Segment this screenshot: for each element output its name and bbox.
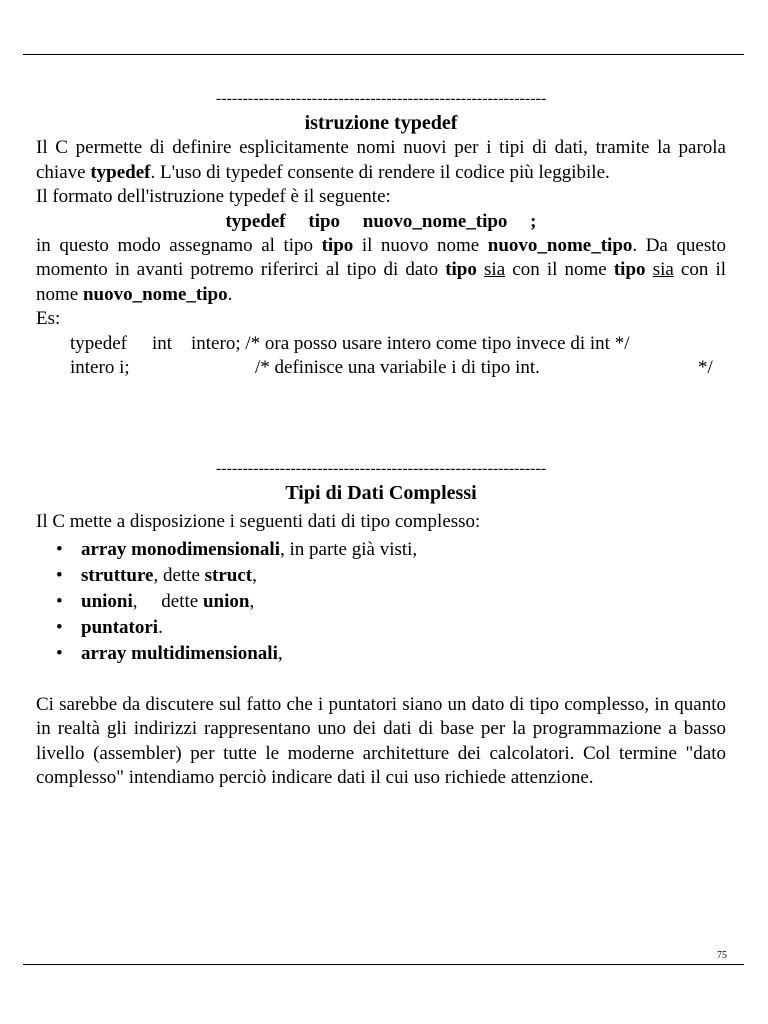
bullet-icon: • <box>56 590 63 612</box>
section-title: istruzione typedef <box>304 112 458 134</box>
example-label: Es: <box>36 308 61 329</box>
text-run: , dette <box>132 590 203 612</box>
bold-term: array monodimensionali <box>81 538 280 560</box>
text-run: , <box>277 642 283 664</box>
bold-term: struct <box>204 564 253 586</box>
bold-term: tipo <box>445 259 477 280</box>
typedef-format: typedef tipo nuovo_nome_tipo ; <box>225 210 537 232</box>
text-run: , dette <box>153 564 205 586</box>
text-run: Il C permette di definire esplicitamente nomi nuovi per i tipi di dati, tramite la parola chiave <box>36 137 726 183</box>
text-run: con il nome <box>505 259 614 280</box>
list-item <box>36 615 726 641</box>
section-title: Tipi di Dati Complessi <box>285 482 477 504</box>
code-example-line-2 <box>70 356 726 380</box>
text-run: . Da questo momento in avanti potremo riferirci al tipo di dato <box>36 234 726 280</box>
top-rule <box>23 54 744 55</box>
code-token: typedef <box>70 332 127 354</box>
text-run: . <box>158 616 163 638</box>
text-run: . L'uso di typedef consente di rendere il codice più leggibile. <box>150 161 610 183</box>
bold-term: strutture <box>81 564 154 586</box>
paragraph-complex-intro: Il C mette a disposizione i seguenti dati di tipo complesso: <box>36 511 481 532</box>
text-run: con il nome <box>36 259 727 305</box>
bold-term: union <box>202 590 250 612</box>
code-comment-end: */ <box>698 356 713 378</box>
code-token: int <box>152 332 173 354</box>
underlined-term: sia <box>484 259 506 280</box>
bold-term: puntatori <box>81 616 159 638</box>
paragraph-format-intro: Il formato dell'istruzione typedef è il seguente: <box>36 186 391 207</box>
text-run: , in parte già visti, <box>279 538 418 560</box>
text-run <box>646 259 653 280</box>
bottom-rule <box>23 964 744 965</box>
bullet-icon: • <box>56 642 63 664</box>
bold-term: tipo <box>613 259 646 280</box>
code-token: intero i; <box>70 356 130 378</box>
section-separator: -------------------------------------------------------------- <box>215 460 547 477</box>
complex-types-list <box>36 537 726 667</box>
bullet-icon: • <box>56 564 63 586</box>
section-separator: -------------------------------------------------------------- <box>215 90 547 107</box>
text-run <box>477 259 484 280</box>
text-run: . <box>227 283 233 305</box>
paragraph-complex-closing: Ci sarebbe da discutere sul fatto che i puntatori siano un dato di tipo complesso, in quanto in realtà gli indirizzi rappresentano uno dei dati di base per la programmazione a basso livello (assembler) per tutte le moderne architetture dei calcolatori. Col termine "dato complesso" intendiamo perciò indicare dati il cui uso richiede attenzione. <box>36 693 726 788</box>
list-item <box>36 563 726 589</box>
text-run: in questo modo assegnamo al tipo <box>36 234 322 256</box>
bold-term: nuovo_nome_tipo <box>82 283 228 305</box>
text-run: , <box>252 564 257 586</box>
keyword-typedef: typedef <box>90 161 151 183</box>
text-run: , <box>249 590 255 612</box>
code-comment: /* definisce una variabile i di tipo int. <box>255 356 540 378</box>
bold-term: nuovo_nome_tipo <box>487 234 633 256</box>
code-token: intero; /* ora posso usare intero come tipo invece di int */ <box>191 332 630 354</box>
text-run: il nuovo nome <box>353 234 488 256</box>
list-item <box>36 641 726 667</box>
bullet-icon: • <box>56 538 63 560</box>
section-typedef <box>36 88 726 380</box>
bold-term: tipo <box>321 234 354 256</box>
list-item <box>36 589 726 615</box>
page-number: 75 <box>717 950 727 961</box>
paragraph-typedef-explanation <box>36 234 726 308</box>
section-complex-types <box>36 458 726 791</box>
code-example-line-1 <box>70 332 726 356</box>
list-item <box>36 537 726 563</box>
bullet-icon: • <box>56 616 63 638</box>
paragraph-typedef-intro <box>36 136 726 185</box>
bold-term: array multidimensionali <box>81 642 278 664</box>
bold-term: unioni <box>81 590 133 612</box>
underlined-term: sia <box>652 259 674 280</box>
